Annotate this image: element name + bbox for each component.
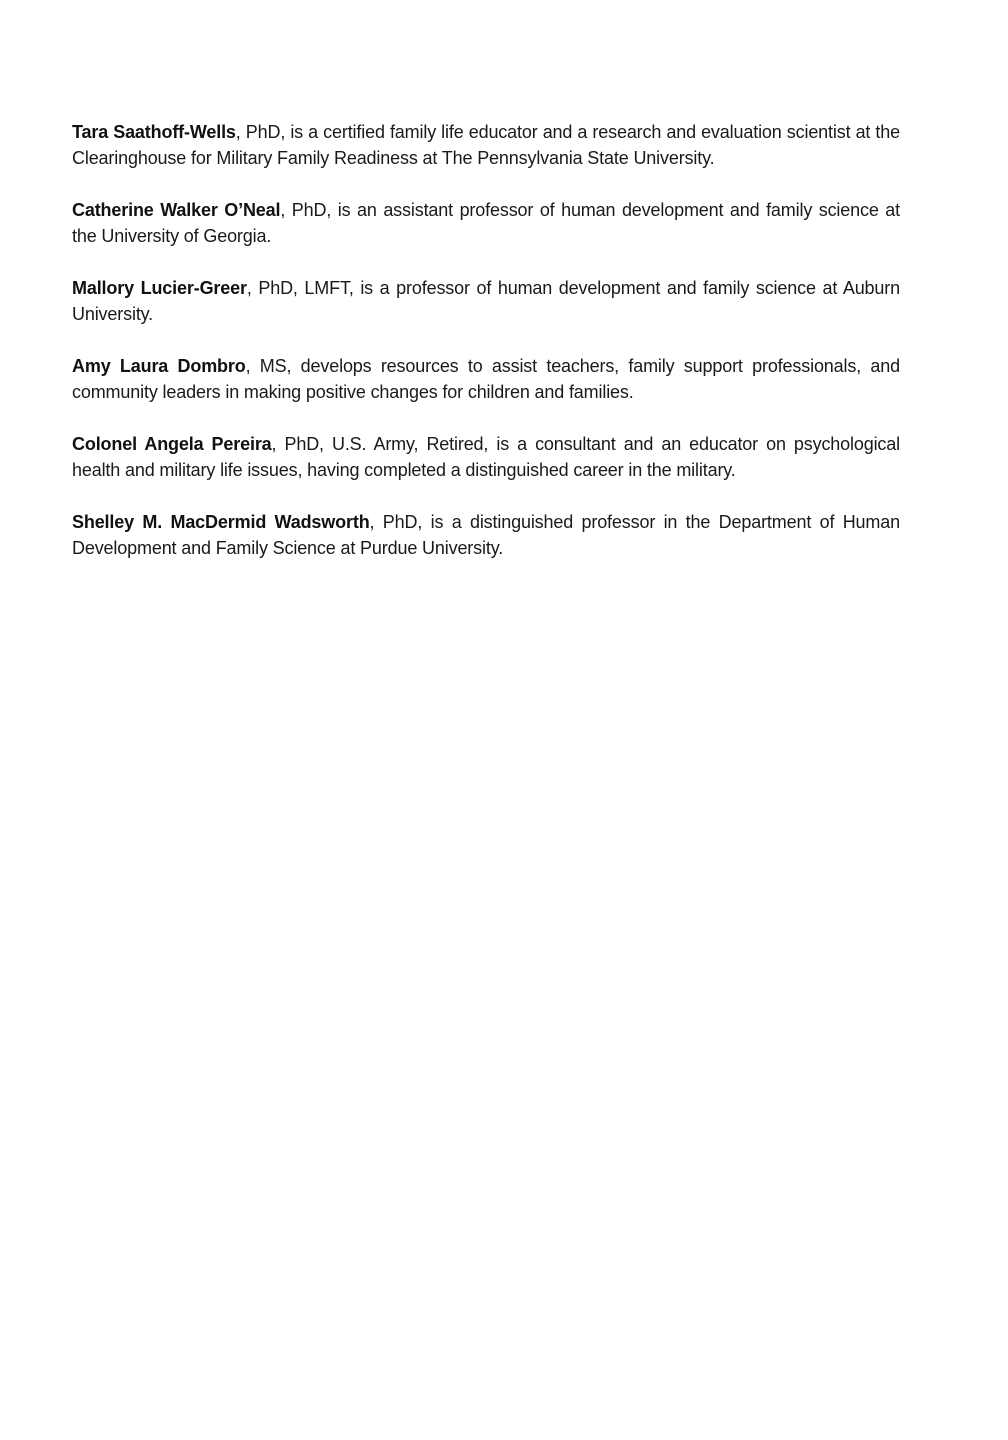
bio-text: , MS, develops resources to assist teachers, family support professionals, and community leaders in making positive changes for children and families. (72, 356, 900, 402)
contributor-name: Shelley M. MacDermid Wadsworth (72, 512, 370, 532)
bio-text: , PhD, is a distinguished professor in the Department of Human Development and Family Science at Purdue University. (72, 512, 900, 558)
bio-text: , PhD, is an assistant professor of human development and family science at the University of Georgia. (72, 200, 900, 246)
contributor-name: Mallory Lucier-Greer (72, 278, 247, 298)
contributor-name: Amy Laura Dombro (72, 356, 246, 376)
bio-paragraph (72, 275, 900, 327)
contributor-name: Colonel Angela Pereira (72, 434, 272, 454)
bio-paragraph (72, 353, 900, 405)
bio-paragraph (72, 509, 900, 561)
bio-text: , PhD, U.S. Army, Retired, is a consultant and an educator on psychological health and military life issues, having completed a distinguished career in the military. (72, 434, 900, 480)
bio-paragraph (72, 197, 900, 249)
bio-paragraph (72, 431, 900, 483)
contributor-bios (72, 119, 900, 587)
contributor-name: Tara Saathoff-Wells (72, 122, 236, 142)
bio-paragraph (72, 119, 900, 171)
bio-text: , PhD, LMFT, is a professor of human development and family science at Auburn University. (72, 278, 900, 324)
bio-text: , PhD, is a certified family life educator and a research and evaluation scientist at the Clearinghouse for Military Family Readiness at The Pennsylvania State University. (72, 122, 900, 168)
contributor-name: Catherine Walker O’Neal (72, 200, 281, 220)
